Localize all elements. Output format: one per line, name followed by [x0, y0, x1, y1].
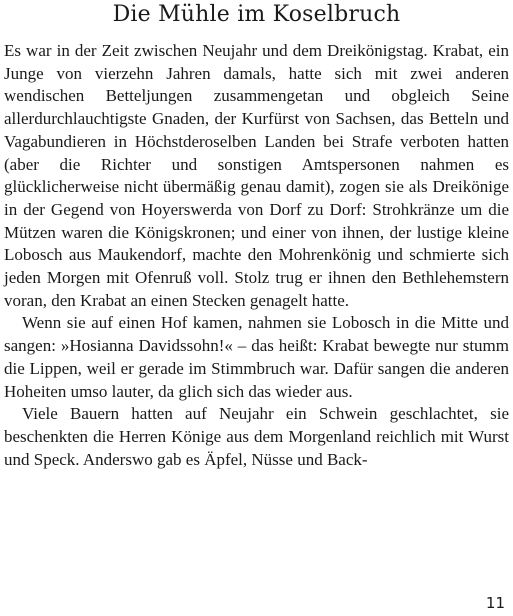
- page-number: 11: [485, 594, 505, 612]
- paragraph-3: Viele Bauern hatten auf Neujahr ein Schwein geschlachtet, sie beschenkten die Herren Könige aus dem Morgenland reichlich mit Wurst und Speck. Anderswo gab es Äpfel, Nüsse und Back-: [4, 404, 509, 469]
- chapter-title: Die Mühle im Koselbruch: [112, 2, 401, 27]
- paragraph-1: Es war in der Zeit zwischen Neujahr und dem Dreikönigstag. Krabat, ein Junge von vierzehn Jahren damals, hatte sich mit zwei anderen wendischen Betteljungen zusammengetan und obgleich Seine allerdurchlauchtigste Gnaden, der Kurfürst von Sachsen, das Betteln und Vagabundieren in Höchstderoselben Landen bei Strafe verboten hatten (aber die Richter und sonstigen Amtspersonen nahmen es glücklicherweise nicht übermäßig genau damit), zogen sie als Dreikönige in der Gegend von Hoyerswerda von Dorf zu Dorf: Strohkränze um die Mützen waren die Königskronen; und einer von ihnen, der lustige kleine Lobosch aus Maukendorf, machte den Mohrenkönig und schmierte sich jeden Morgen mit Ofenruß voll. Stolz trug er ihnen den Bethlehemstern voran, den Krabat an einen Stecken genagelt hatte.: [4, 41, 509, 310]
- body-text: [4, 40, 509, 471]
- paragraph-2: Wenn sie auf einen Hof kamen, nahmen sie Lobosch in die Mitte und sangen: »Hosianna Davidssohn!« – das heißt: Krabat bewegte nur stumm die Lippen, weil er gerade im Stimmbruch war. Dafür sangen die anderen Hoheiten umso lauter, da glich sich das wieder aus.: [4, 313, 509, 401]
